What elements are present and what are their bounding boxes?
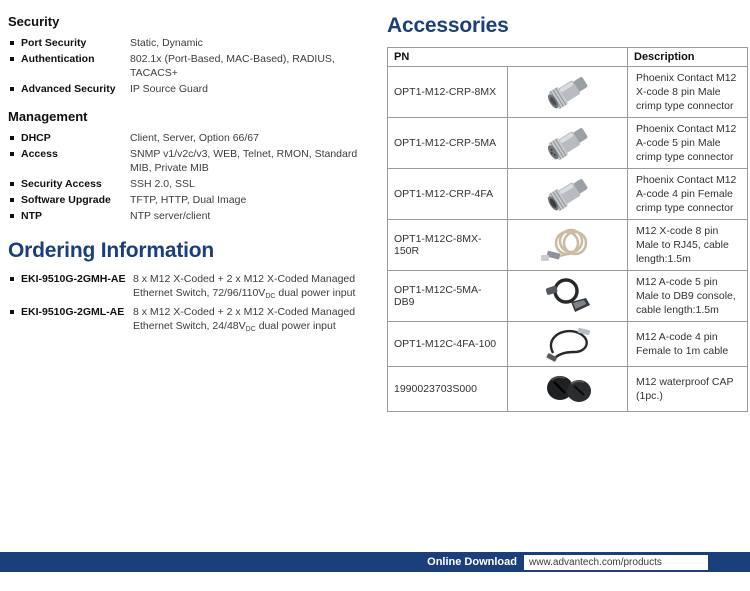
accessories-title: Accessories	[387, 14, 509, 37]
connector-icon	[541, 123, 595, 163]
spec-value: NTP server/client	[130, 210, 211, 222]
table-header-row	[388, 48, 748, 67]
spec-label: Advanced Security	[8, 82, 130, 96]
pn-cell: OPT1-M12C-4FA-100	[388, 322, 508, 367]
thin-cable-loop-icon	[538, 324, 598, 364]
pn-cell: OPT1-M12C-8MX-150R	[388, 220, 508, 271]
spec-value: IP Source Guard	[130, 83, 209, 95]
online-download-label: Online Download	[427, 556, 517, 568]
spec-label: Port Security	[8, 36, 130, 50]
ordering-model: EKI-9510G-2GML-AE	[8, 305, 133, 335]
accessories-column	[387, 14, 748, 412]
bullet-icon	[10, 87, 14, 91]
spec-label: Security Access	[8, 177, 130, 191]
spec-value: Client, Server, Option 66/67	[130, 132, 259, 144]
table-row	[388, 322, 748, 367]
bullet-icon	[10, 310, 14, 314]
specs-column	[8, 14, 380, 337]
spec-value: Static, Dynamic	[130, 37, 203, 49]
table-row	[388, 118, 748, 169]
spec-value: SNMP v1/v2c/v3, WEB, Telnet, RMON, Standard MIB, Private MIB	[130, 148, 358, 174]
security-spec-list	[8, 36, 380, 96]
download-url-link[interactable]: www.advantech.com/products	[529, 556, 662, 568]
vdc-subscript: DC	[265, 293, 276, 300]
spec-label: Authentication	[8, 52, 130, 80]
table-row	[388, 169, 748, 220]
spec-label: Software Upgrade	[8, 193, 130, 207]
bullet-icon	[10, 152, 14, 156]
description-cell: M12 A-code 4 pin Female to 1m cable	[628, 322, 748, 367]
bullet-icon	[10, 57, 14, 61]
description-cell: Phoenix Contact M12 A-code 4 pin Female crimp type connector	[628, 169, 748, 220]
m12-to-db9-cable-photo	[508, 271, 628, 322]
ordering-description: 8 x M12 X-Coded + 2 x M12 X-Coded Managed Ethernet Switch, $72/96/110V_{DC}$ dual power input	[133, 273, 356, 300]
bullet-icon	[10, 214, 14, 218]
ordering-description: 8 x M12 X-Coded + 2 x M12 X-Coded Managed Ethernet Switch, $24/48V_{DC}$ dual power input	[133, 306, 356, 333]
accessories-table	[387, 47, 748, 412]
m12-waterproof-cap-photo	[508, 367, 628, 412]
spec-value: TFTP, HTTP, Dual Image	[130, 194, 247, 206]
ordering-model: EKI-9510G-2GMH-AE	[8, 272, 133, 302]
column-header-pn: PN	[388, 48, 628, 67]
coiled-cable-icon	[538, 225, 598, 265]
bullet-icon	[10, 277, 14, 281]
spec-label: NTP	[8, 209, 130, 223]
m12-to-rj45-cable-photo	[508, 220, 628, 271]
description-cell: Phoenix Contact M12 X-code 8 pin Male crimp type connector	[628, 67, 748, 118]
m12-x-code-male-crimp-connector-photo	[508, 67, 628, 118]
connector-icon	[541, 72, 595, 112]
vdc-subscript: DC	[245, 326, 256, 333]
management-spec-list	[8, 131, 380, 223]
download-url-box	[524, 555, 708, 570]
description-cell: Phoenix Contact M12 A-code 5 pin Male crimp type connector	[628, 118, 748, 169]
m12-a-code-female-crimp-connector-photo	[508, 169, 628, 220]
db9-cable-icon	[538, 276, 598, 316]
pn-cell: OPT1-M12C-5MA-DB9	[388, 271, 508, 322]
spec-value: 802.1x (Port-Based, MAC-Based), RADIUS, TACACS+	[130, 53, 335, 79]
ordering-information-title: Ordering Information	[8, 239, 215, 262]
m12-a-code-male-crimp-connector-photo	[508, 118, 628, 169]
table-row	[388, 220, 748, 271]
connector-icon	[541, 174, 595, 214]
footer-bar	[0, 552, 750, 572]
section-title-management: Management	[8, 109, 88, 124]
m12-female-cable-photo	[508, 322, 628, 367]
bullet-icon	[10, 136, 14, 140]
table-row	[388, 67, 748, 118]
table-row	[388, 271, 748, 322]
section-title-security: Security	[8, 14, 60, 29]
description-cell: M12 A-code 5 pin Male to DB9 console, cable length:1.5m	[628, 271, 748, 322]
spec-label: Access	[8, 147, 130, 175]
pn-cell: 1990023703S000	[388, 367, 508, 412]
bullet-icon	[10, 41, 14, 45]
caps-icon	[538, 369, 598, 409]
bullet-icon	[10, 182, 14, 186]
spec-label: DHCP	[8, 131, 130, 145]
bullet-icon	[10, 198, 14, 202]
description-cell: M12 X-code 8 pin Male to RJ45, cable length:1.5m	[628, 220, 748, 271]
ordering-list	[8, 272, 380, 335]
column-header-description: Description	[628, 48, 748, 67]
table-row	[388, 367, 748, 412]
description-cell: M12 waterproof CAP (1pc.)	[628, 367, 748, 412]
pn-cell: OPT1-M12-CRP-5MA	[388, 118, 508, 169]
pn-cell: OPT1-M12-CRP-4FA	[388, 169, 508, 220]
spec-value: SSH 2.0, SSL	[130, 178, 195, 190]
pn-cell: OPT1-M12-CRP-8MX	[388, 67, 508, 118]
